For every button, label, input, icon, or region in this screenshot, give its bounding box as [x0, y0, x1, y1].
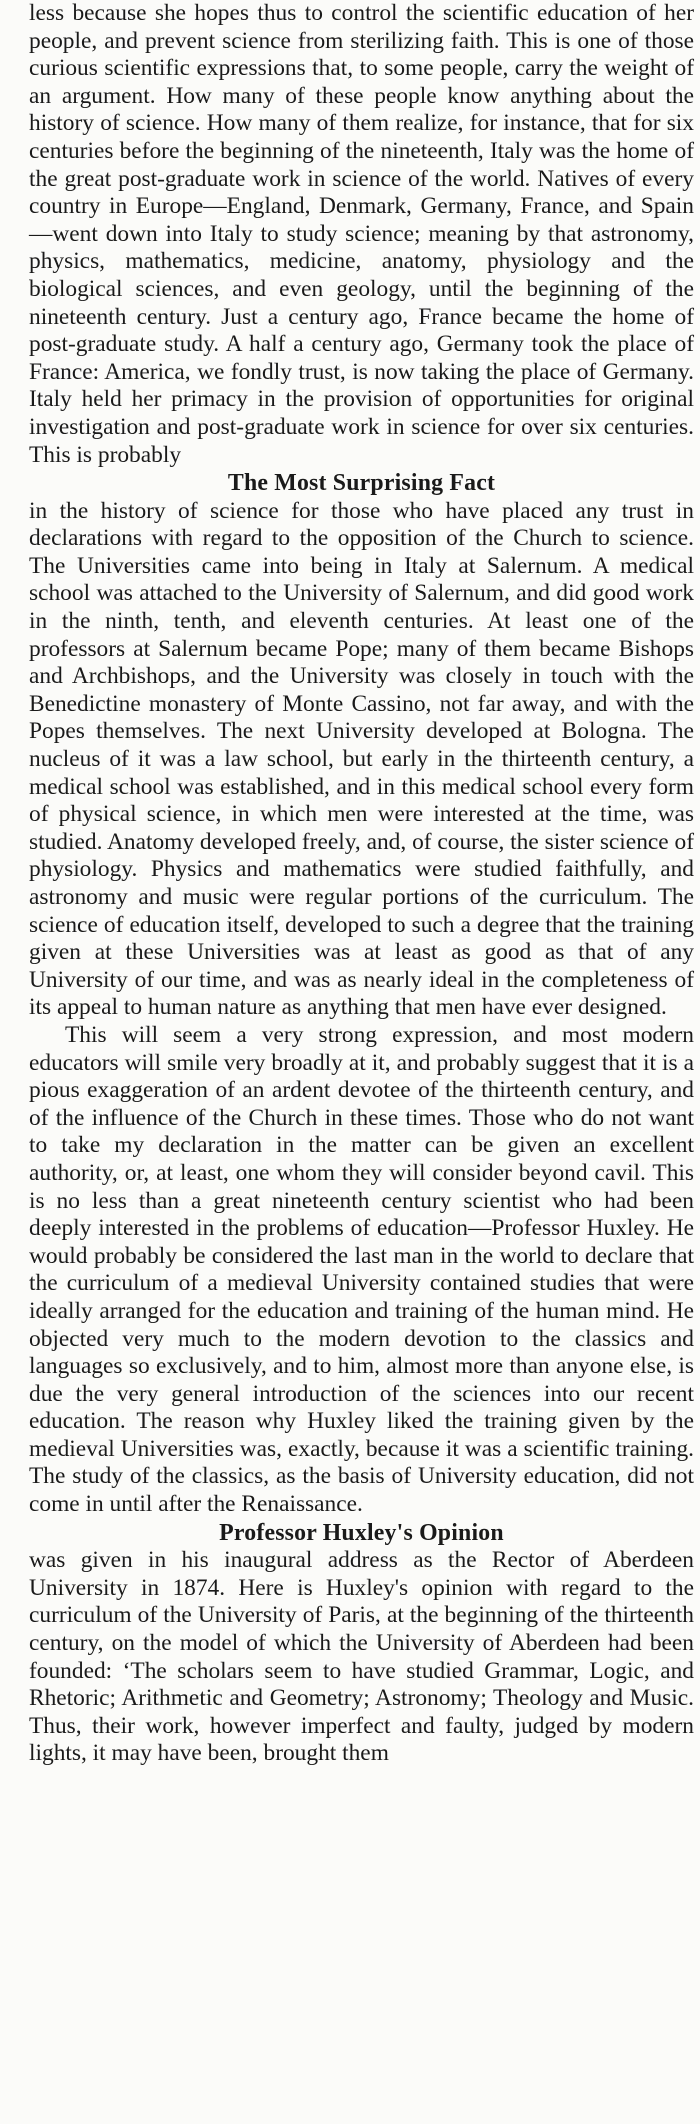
paragraph-aberdeen-address: was given in his inaugural address as the Rector of Aberdeen University in 1874. Here is Huxley's opinion with regard to the curriculum of the University of Paris, at the beginning of the thirteenth century, on the model of which the University of Aberdeen had been founded: ‘The scholars seem to have studied Grammar, Logic, and Rhetoric; Arithmetic and Geometry; Astronomy; Theology and Music. Thus, their work, however imperfect and faulty, judged by modern lights, it may have been, brought them — [29, 1547, 694, 1767]
subheading-most-surprising-fact: The Most Surprising Fact — [227, 470, 496, 497]
paragraph-huxley-authority: This will seem a very strong expression, and most modern educators will smile very broadly at it, and probably suggest that it is a pious exaggeration of an ardent devotee of the thirteenth century, and of the influence of the Church in these times. Those who do not want to take my declaration in the matter can be given an excellent authority, or, at least, one whom they will consider beyond cavil. This is no less than a great nineteenth century scientist who had been deeply interested in the problems of education—Professor Huxley. He would probably be considered the last man in the world to declare that the curriculum of a medieval University contained studies that were ideally arranged for the education and training of the human mind. He objected very much to the modern devotion to the classics and languages so exclusively, and to him, almost more than anyone else, is due the very general introduction of the sciences into our recent education. The reason why Huxley liked the training given by the medieval Universities was, exactly, because it was a scientific training. The study of the classics, as the basis of University education, did not come in until after the Renaissance. — [29, 1021, 694, 1518]
paragraph-opening: less because she hopes thus to control the scientific education of her people, and prevent science from sterilizing faith. This is one of those curious scientific expressions that, to some people, carry the weight of an argument. How many of these people know anything about the history of science. How many of them realize, for instance, that for six centuries before the beginning of the nineteenth, Italy was the home of the great post-graduate work in science of the world. Natives of every country in Europe—England, Denmark, Germany, France, and Spain—went down into Italy to study science; meaning by that astronomy, physics, mathematics, medicine, anatomy, physiology and the biological sciences, and even geology, until the beginning of the nineteenth century. Just a century ago, France became the home of post-graduate study. A half a century ago, Germany took the place of France: America, we fondly trust, is now taking the place of Germany. Italy held her primacy in the provision of opportunities for original investigation and post-graduate work in science for over six centuries. This is probably — [29, 0, 694, 468]
subheading-huxley-opinion: Professor Huxley's Opinion — [219, 1519, 504, 1546]
paragraph-universities: in the history of science for those who have placed any trust in declarations with regard to the opposition of the Church to science. The Universities came into being in Italy at Salernum. A medical school was attached to the University of Salernum, and did good work in the ninth, tenth, and eleventh centuries. At least one of the professors at Salernum became Pope; many of them became Bishops and Archbishops, and the University was closely in touch with the Benedictine monastery of Monte Cassino, not far away, and with the Popes themselves. The next University developed at Bologna. The nucleus of it was a law school, but early in the thirteenth century, a medical school was established, and in this medical school every form of physical science, in which men were interested at the time, was studied. Anatomy developed freely, and, of course, the sister science of physiology. Physics and mathematics were studied faithfully, and astronomy and music were regular portions of the curriculum. The science of education itself, developed to such a degree that the training given at these Universities was at least as good as that of any University of our time, and was as nearly ideal in the completeness of its appeal to human nature as anything that men have ever designed. — [29, 497, 694, 1021]
